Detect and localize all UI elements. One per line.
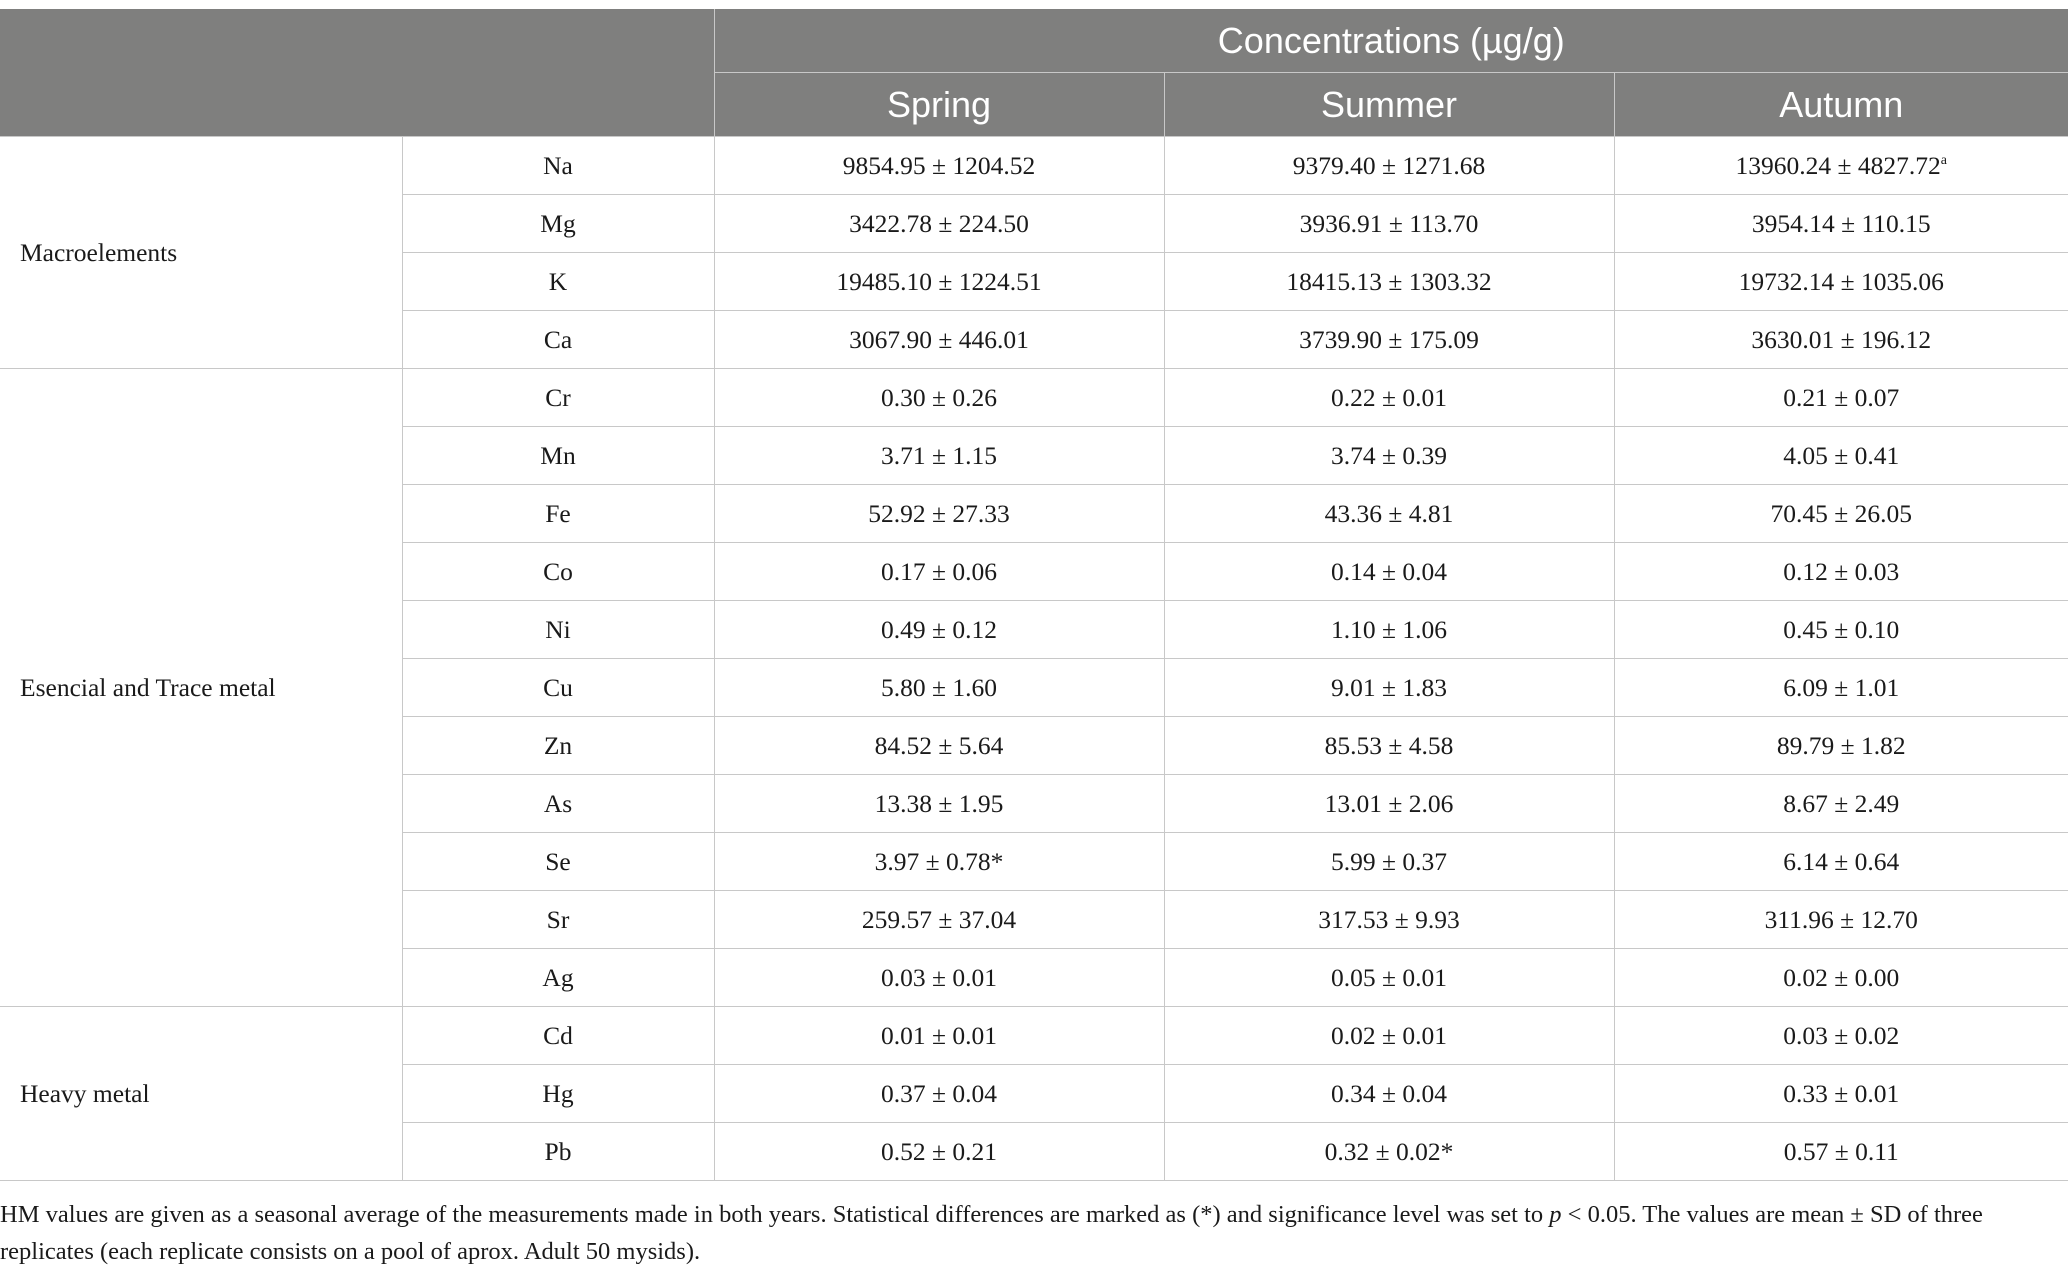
value-text: 0.32 ± 0.02* — [1324, 1136, 1454, 1166]
value-cell-summer — [1164, 1007, 1614, 1065]
value-cell-autumn — [1614, 369, 2068, 427]
superscript-marker: a — [1940, 152, 1947, 168]
element-cell — [402, 717, 714, 775]
value-cell-spring — [714, 311, 1164, 369]
element-cell — [402, 195, 714, 253]
value-text: 3739.90 ± 175.09 — [1299, 324, 1479, 354]
element-symbol: Hg — [542, 1078, 574, 1108]
value-text: 9854.95 ± 1204.52 — [842, 150, 1036, 180]
value-text: 0.22 ± 0.01 — [1331, 382, 1447, 412]
element-symbol: K — [548, 266, 568, 296]
value-cell-summer — [1164, 775, 1614, 833]
value-text: 317.53 ± 9.93 — [1318, 904, 1460, 934]
value-text: 3.97 ± 0.78* — [874, 846, 1004, 876]
value-text: 6.09 ± 1.01 — [1783, 672, 1900, 702]
element-cell — [402, 949, 714, 1007]
value-cell-summer — [1164, 1123, 1614, 1181]
element-symbol: As — [543, 788, 573, 818]
value-cell-autumn — [1614, 137, 2068, 195]
group-label: Macroelements — [0, 137, 402, 369]
value-cell-summer — [1164, 949, 1614, 1007]
value-text: 0.02 ± 0.00 — [1783, 962, 1900, 992]
value-cell-summer — [1164, 891, 1614, 949]
value-cell-summer — [1164, 601, 1614, 659]
element-symbol: Zn — [543, 730, 573, 760]
table-row — [0, 1007, 2068, 1065]
value-text: 0.01 ± 0.01 — [881, 1020, 997, 1050]
value-cell-spring — [714, 1065, 1164, 1123]
group-label: Heavy metal — [0, 1007, 402, 1181]
element-symbol: Mn — [540, 440, 576, 470]
value-cell-spring — [714, 543, 1164, 601]
value-text: 8.67 ± 2.49 — [1783, 788, 1900, 818]
value-text: 3.71 ± 1.15 — [881, 440, 997, 470]
element-symbol: Cd — [543, 1020, 573, 1050]
element-cell — [402, 775, 714, 833]
element-cell — [402, 369, 714, 427]
element-symbol: Ni — [545, 614, 571, 644]
value-text: 0.21 ± 0.07 — [1783, 382, 1900, 412]
element-cell — [402, 427, 714, 485]
element-cell — [402, 543, 714, 601]
value-text: 84.52 ± 5.64 — [874, 730, 1004, 760]
value-text: 259.57 ± 37.04 — [861, 904, 1017, 934]
element-symbol: Ag — [542, 962, 574, 992]
value-text: 3630.01 ± 196.12 — [1751, 324, 1932, 354]
header-season-autumn: Autumn — [1614, 73, 2068, 137]
group-label: Esencial and Trace metal — [0, 369, 402, 1007]
value-text: 0.52 ± 0.21 — [881, 1136, 997, 1166]
value-text: 4.05 ± 0.41 — [1783, 440, 1900, 470]
element-symbol: Na — [543, 150, 573, 180]
element-cell — [402, 485, 714, 543]
value-cell-spring — [714, 949, 1164, 1007]
value-cell-spring — [714, 195, 1164, 253]
value-cell-summer — [1164, 195, 1614, 253]
value-text: 19732.14 ± 1035.06 — [1738, 266, 1944, 296]
value-cell-autumn — [1614, 891, 2068, 949]
value-cell-autumn — [1614, 1123, 2068, 1181]
footnote-text-part1: HM values are given as a seasonal average of the measurements made in both years. Statistical differences are marked as (*) and significance level was set to — [0, 1201, 1550, 1228]
value-text: 89.79 ± 1.82 — [1776, 730, 1906, 760]
value-cell-autumn — [1614, 1007, 2068, 1065]
value-cell-spring — [714, 485, 1164, 543]
value-cell-spring — [714, 253, 1164, 311]
value-cell-summer — [1164, 1065, 1614, 1123]
value-text: 0.17 ± 0.06 — [881, 556, 997, 586]
value-text: 311.96 ± 12.70 — [1764, 904, 1918, 934]
value-text: 5.99 ± 0.37 — [1331, 846, 1447, 876]
value-cell-spring — [714, 775, 1164, 833]
value-cell-summer — [1164, 543, 1614, 601]
table-footnote — [0, 1196, 2060, 1270]
value-cell-spring — [714, 427, 1164, 485]
value-text: 1.10 ± 1.06 — [1331, 614, 1447, 644]
value-cell-summer — [1164, 833, 1614, 891]
element-symbol: Co — [543, 556, 573, 586]
value-cell-autumn — [1614, 1065, 2068, 1123]
value-text: 13.01 ± 2.06 — [1324, 788, 1454, 818]
value-cell-summer — [1164, 485, 1614, 543]
value-cell-summer — [1164, 659, 1614, 717]
value-cell-spring — [714, 137, 1164, 195]
value-cell-autumn — [1614, 659, 2068, 717]
value-cell-summer — [1164, 369, 1614, 427]
value-text: 0.14 ± 0.04 — [1331, 556, 1447, 586]
value-text: 70.45 ± 26.05 — [1770, 498, 1912, 528]
value-cell-spring — [714, 369, 1164, 427]
value-text: 3954.14 ± 110.15 — [1751, 208, 1931, 238]
value-cell-autumn — [1614, 717, 2068, 775]
element-symbol: Sr — [546, 904, 570, 934]
value-cell-spring — [714, 659, 1164, 717]
value-text: 0.34 ± 0.04 — [1331, 1078, 1447, 1108]
element-cell — [402, 833, 714, 891]
value-text: 9379.40 ± 1271.68 — [1292, 150, 1486, 180]
element-cell — [402, 891, 714, 949]
value-text: 0.33 ± 0.01 — [1783, 1078, 1900, 1108]
element-symbol: Ca — [543, 324, 573, 354]
element-symbol: Se — [545, 846, 571, 876]
value-text: 85.53 ± 4.58 — [1324, 730, 1454, 760]
element-cell — [402, 601, 714, 659]
value-cell-summer — [1164, 311, 1614, 369]
value-text: 0.45 ± 0.10 — [1783, 614, 1900, 644]
value-cell-autumn — [1614, 485, 2068, 543]
value-cell-autumn — [1614, 775, 2068, 833]
value-text: 43.36 ± 4.81 — [1324, 498, 1454, 528]
header-season-summer: Summer — [1164, 73, 1614, 137]
value-text: 13960.24 ± 4827.72 — [1735, 150, 1941, 180]
table-header — [0, 9, 2068, 137]
value-cell-autumn — [1614, 949, 2068, 1007]
value-text: 3422.78 ± 224.50 — [849, 208, 1029, 238]
value-text: 0.02 ± 0.01 — [1331, 1020, 1447, 1050]
value-text: 9.01 ± 1.83 — [1331, 672, 1447, 702]
value-text: 19485.10 ± 1224.51 — [836, 266, 1042, 296]
element-symbol: Cr — [545, 382, 571, 412]
value-cell-autumn — [1614, 543, 2068, 601]
header-corner-cell — [0, 9, 714, 137]
value-cell-summer — [1164, 427, 1614, 485]
value-text: 0.12 ± 0.03 — [1783, 556, 1900, 586]
value-text: 5.80 ± 1.60 — [881, 672, 997, 702]
element-cell — [402, 311, 714, 369]
value-cell-spring — [714, 1007, 1164, 1065]
concentrations-table — [0, 9, 2068, 1181]
element-symbol: Mg — [540, 208, 576, 238]
value-cell-autumn — [1614, 253, 2068, 311]
value-cell-spring — [714, 601, 1164, 659]
value-cell-summer — [1164, 137, 1614, 195]
value-cell-autumn — [1614, 833, 2068, 891]
value-text: 0.05 ± 0.01 — [1331, 962, 1447, 992]
element-cell — [402, 137, 714, 195]
element-symbol: Pb — [544, 1136, 572, 1166]
header-concentrations-title: Concentrations (µg/g) — [714, 9, 2068, 73]
table-row — [0, 369, 2068, 427]
value-text: 0.03 ± 0.02 — [1783, 1020, 1900, 1050]
value-cell-autumn — [1614, 311, 2068, 369]
value-text: 52.92 ± 27.33 — [868, 498, 1010, 528]
value-cell-spring — [714, 833, 1164, 891]
table-body — [0, 137, 2068, 1181]
value-cell-summer — [1164, 253, 1614, 311]
value-text: 13.38 ± 1.95 — [874, 788, 1004, 818]
value-text: 0.30 ± 0.26 — [881, 382, 997, 412]
element-cell — [402, 1007, 714, 1065]
value-text: 3.74 ± 0.39 — [1331, 440, 1447, 470]
table-row — [0, 137, 2068, 195]
element-cell — [402, 1065, 714, 1123]
value-text: 0.03 ± 0.01 — [881, 962, 997, 992]
element-symbol: Fe — [545, 498, 571, 528]
value-cell-autumn — [1614, 601, 2068, 659]
value-cell-autumn — [1614, 195, 2068, 253]
element-cell — [402, 253, 714, 311]
value-text: 3067.90 ± 446.01 — [849, 324, 1029, 354]
value-text: 0.57 ± 0.11 — [1783, 1136, 1899, 1166]
value-text: 0.49 ± 0.12 — [881, 614, 997, 644]
element-cell — [402, 659, 714, 717]
value-text: 3936.91 ± 113.70 — [1299, 208, 1479, 238]
value-cell-autumn — [1614, 427, 2068, 485]
footnote-text-part2: < 0.05. The values are mean ± SD of three replicates (each replicate consists on a pool of aprox. Adult 50 mysids). — [0, 1201, 1983, 1265]
value-cell-spring — [714, 1123, 1164, 1181]
value-text: 0.37 ± 0.04 — [881, 1078, 997, 1108]
header-season-spring: Spring — [714, 73, 1164, 137]
element-symbol: Cu — [543, 672, 573, 702]
value-text: 6.14 ± 0.64 — [1783, 846, 1900, 876]
value-text: 18415.13 ± 1303.32 — [1286, 266, 1492, 296]
value-cell-spring — [714, 891, 1164, 949]
element-cell — [402, 1123, 714, 1181]
value-cell-summer — [1164, 717, 1614, 775]
value-cell-spring — [714, 717, 1164, 775]
footnote-p-symbol: p — [1549, 1201, 1562, 1228]
